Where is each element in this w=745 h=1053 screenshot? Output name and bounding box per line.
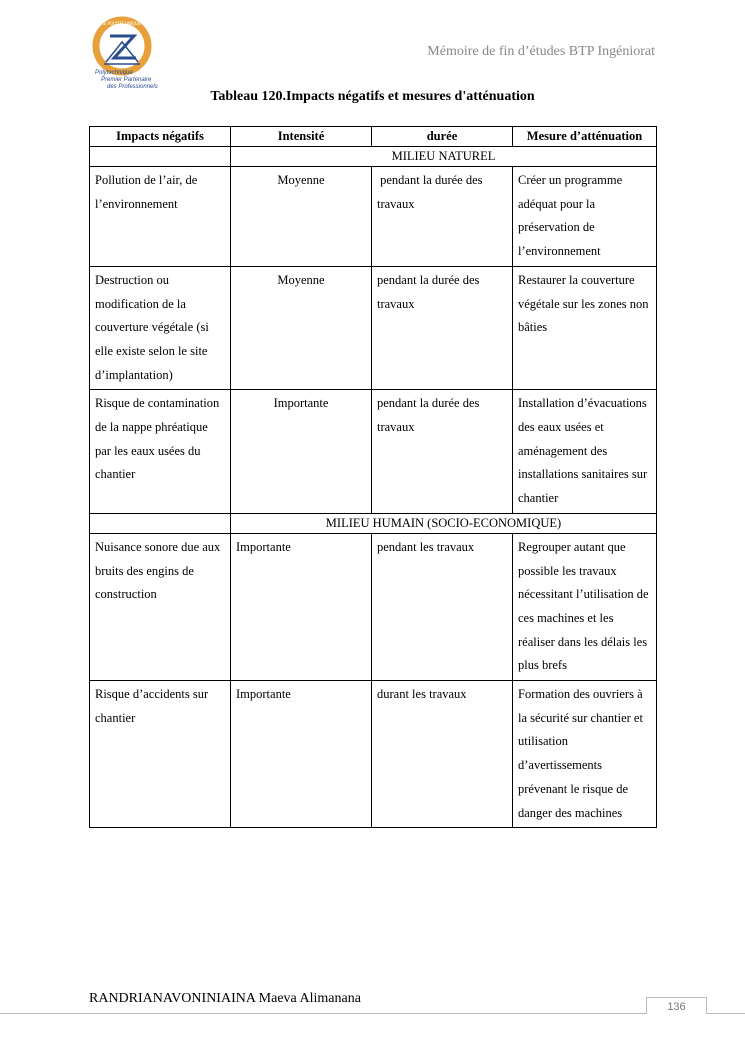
section-row [90,147,657,167]
empty-cell [90,147,231,167]
footer-author: RANDRIANAVONINIAINA Maeva Alimanana [89,991,361,1006]
table-row [90,390,657,514]
intensite-cell: Importante [231,390,372,514]
header-impacts: Impacts négatifs [90,127,231,147]
table-row [90,266,657,390]
impact-cell: Pollution de l’air, de l’environnement [90,167,231,267]
impact-cell: Nuisance sonore due aux bruits des engins de construction [90,533,231,680]
duree-cell: pendant les travaux [372,533,513,680]
table-row [90,167,657,267]
duree-cell: pendant la durée des travaux [372,167,513,267]
table-row [90,681,657,828]
table-header-row [90,127,657,147]
intensite-cell: Importante [231,533,372,680]
header-mesure: Mesure d’atténuation [513,127,657,147]
logo-line-1: Polytechnique [95,70,133,76]
intensite-cell: Moyenne [231,266,372,390]
logo-arc-text: ECOLE SUPERIEURE POLYTECHNIQUE DE MADAGASCAR [66,21,178,26]
impact-cell: Risque d’accidents sur chantier [90,681,231,828]
mesure-cell: Créer un programme adéquat pour la préservation de l’environnement [513,167,657,267]
mesure-cell: Formation des ouvriers à la sécurité sur chantier et utilisation d’avertissements prévenant le risque de danger des machines [513,681,657,828]
header-intensite: Intensité [231,127,372,147]
page-number: 136 [646,997,707,1014]
table-caption: Tableau 120.Impacts négatifs et mesures d'atténuation [210,89,535,104]
section-label: MILIEU HUMAIN (SOCIO-ECONOMIQUE) [231,513,657,533]
impacts-table [89,126,657,828]
mesure-cell: Regrouper autant que possible les travaux nécessitant l’utilisation de ces machines et les réaliser dans les délais les plus brefs [513,533,657,680]
impact-cell: Risque de contamination de la nappe phréatique par les eaux usées du chantier [90,390,231,514]
section-row [90,513,657,533]
logo-line-2: Premier Partenaire [101,77,152,83]
section-label: MILIEU NATUREL [231,147,657,167]
empty-cell [90,513,231,533]
intensite-cell: Moyenne [231,167,372,267]
logo-tagline [95,70,158,91]
table-row [90,533,657,680]
intensite-cell: Importante [231,681,372,828]
duree-cell: pendant la durée des travaux [372,266,513,390]
footer-divider [0,1013,745,1014]
header-duree: durée [372,127,513,147]
document-header-title: Mémoire de fin d’études BTP Ingéniorat [427,44,655,59]
logo-line-3: des Professionnels [107,84,158,90]
duree-cell: pendant la durée des travaux [372,390,513,514]
mesure-cell: Installation d’évacuations des eaux usées et aménagement des installations sanitaires sur chantier [513,390,657,514]
impact-cell: Destruction ou modification de la couverture végétale (si elle existe selon le site d’implantation) [90,266,231,390]
duree-cell: durant les travaux [372,681,513,828]
mesure-cell: Restaurer la couverture végétale sur les zones non bâties [513,266,657,390]
